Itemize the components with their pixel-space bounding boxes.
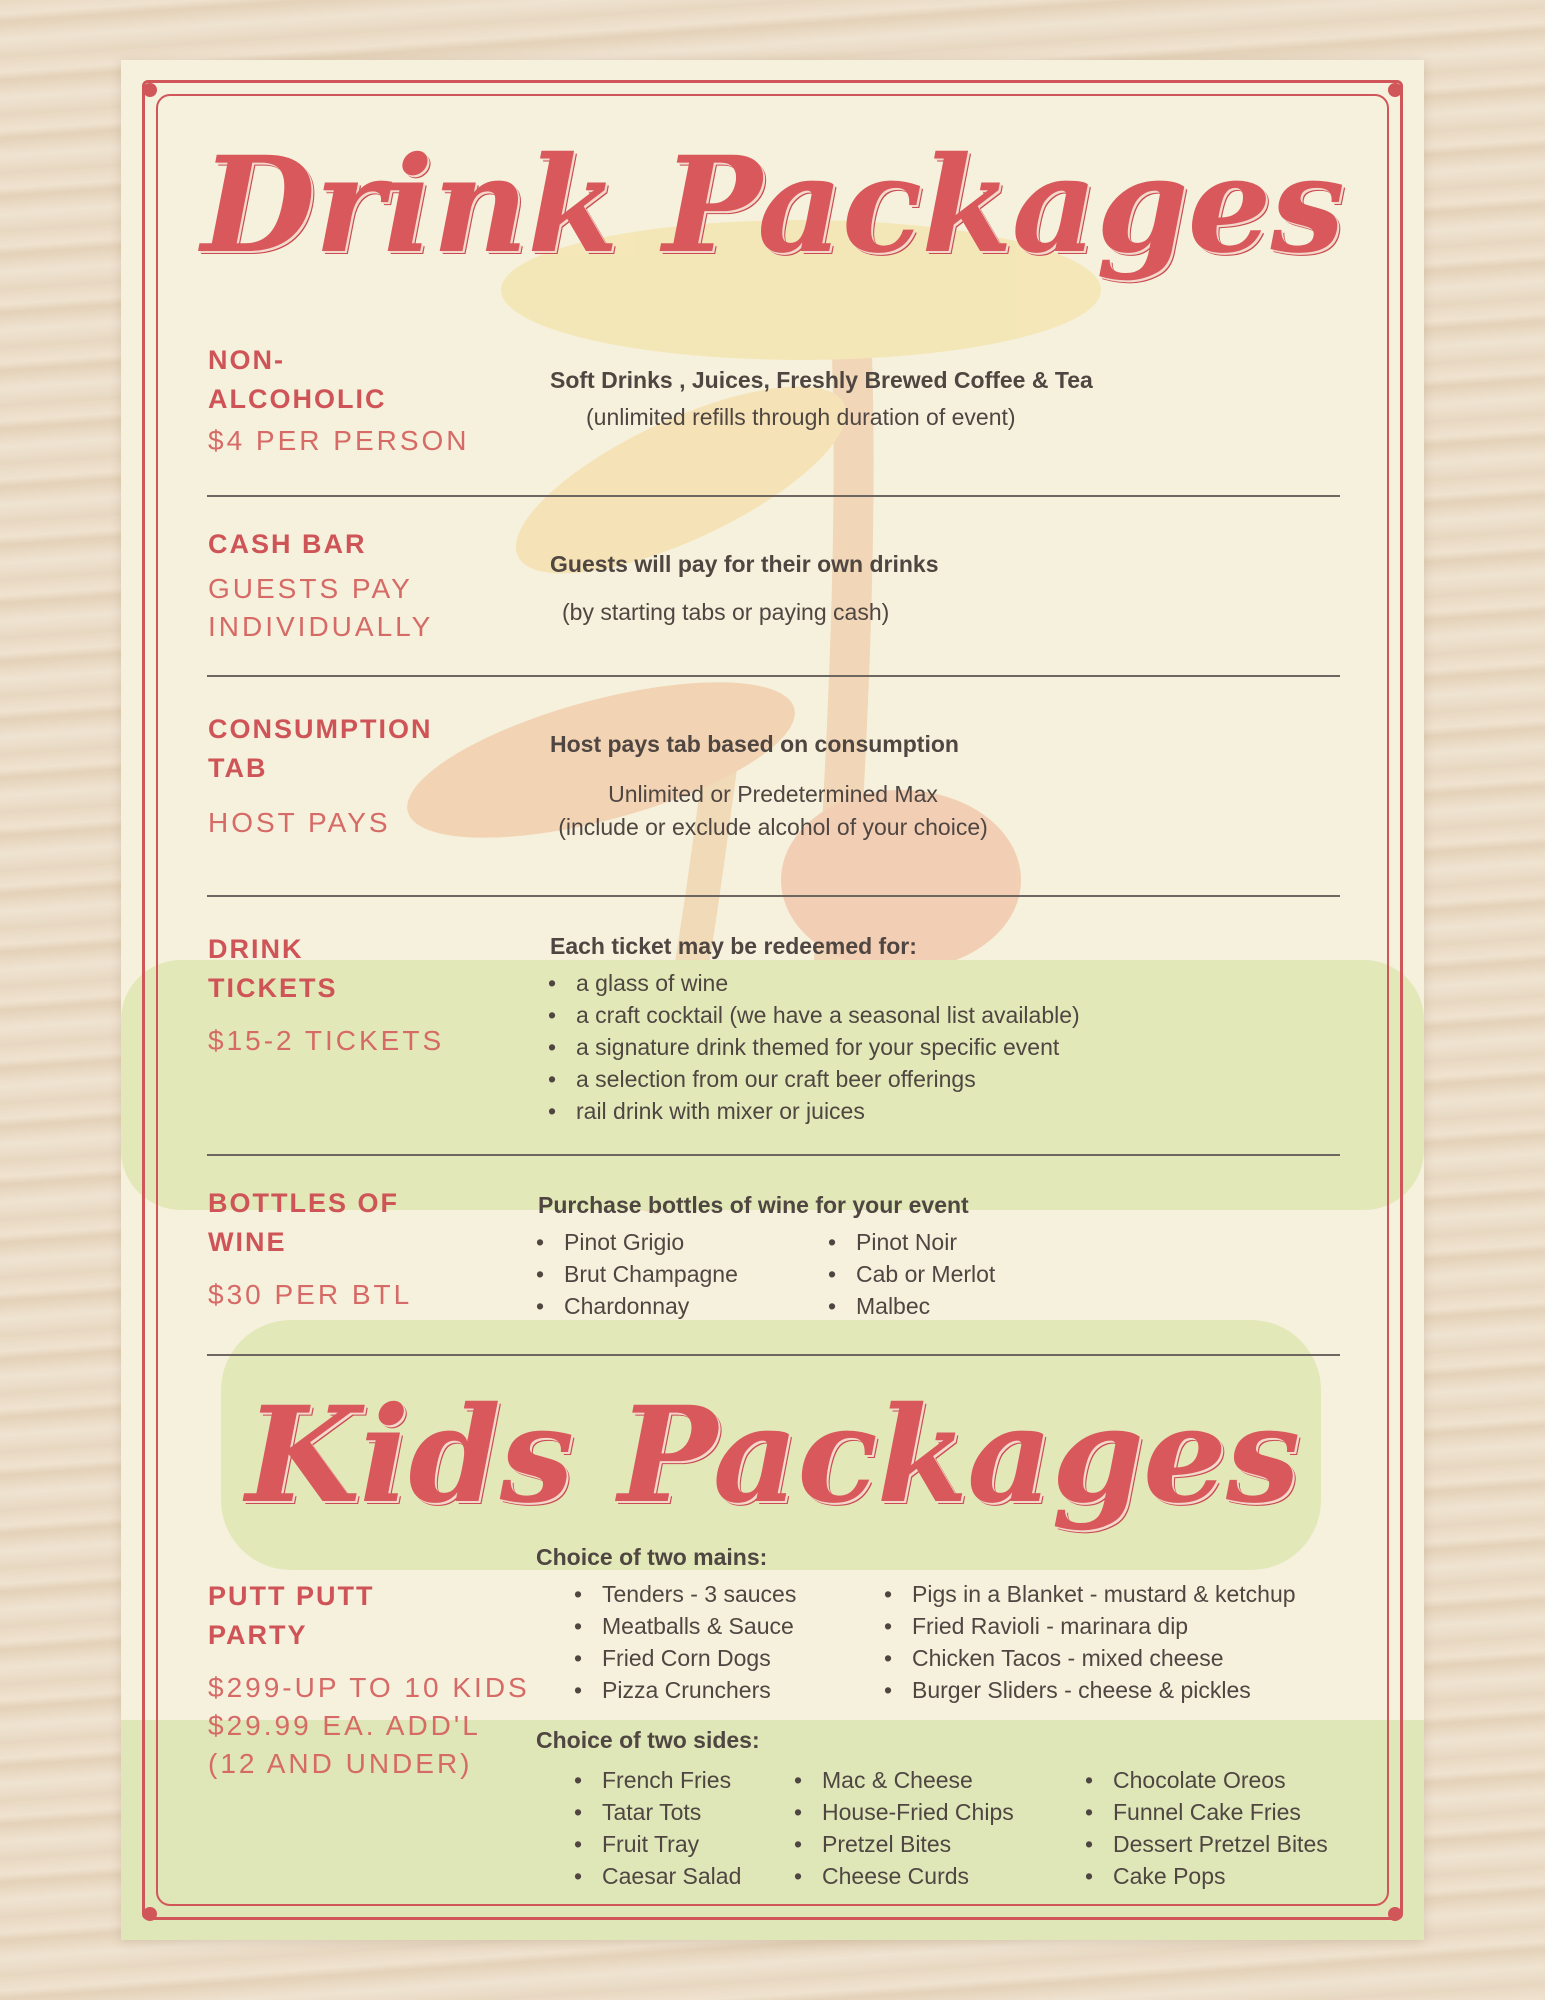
- package-price-drink-tickets: $15-2 TICKETS: [208, 1025, 445, 1056]
- section-divider: [207, 1354, 1340, 1356]
- package-name-putt-putt-party: [208, 1577, 508, 1655]
- package-name-line: PUTT PUTT: [208, 1581, 375, 1611]
- list-item: • a craft cocktail (we have a seasonal list available): [546, 999, 1080, 1031]
- package-name-line: PARTY: [208, 1620, 308, 1650]
- wine-list-col1: [534, 1226, 738, 1322]
- consumption-tab-notes: [340, 778, 1206, 844]
- list-item: • Dessert Pretzel Bites: [1083, 1828, 1328, 1860]
- corner-dot: [1388, 83, 1402, 97]
- list-item: • Fried Corn Dogs: [572, 1642, 796, 1674]
- package-name-line: BOTTLES OF: [208, 1188, 399, 1218]
- package-price-line: $299-UP TO 10 KIDS: [208, 1672, 530, 1703]
- list-item: • Cab or Merlot: [826, 1258, 995, 1290]
- list-item: • Chicken Tacos - mixed cheese: [882, 1642, 1296, 1674]
- sides-list-col3: [1083, 1764, 1328, 1892]
- sides-list-col1: [572, 1764, 741, 1892]
- package-name-line: NON-: [208, 345, 285, 375]
- package-name-line: ALCOHOLIC: [208, 384, 387, 414]
- list-item: • a glass of wine: [546, 967, 1080, 999]
- package-price-line: INDIVIDUALLY: [208, 611, 434, 642]
- section-divider: [207, 675, 1340, 677]
- package-price-line: (12 AND UNDER): [208, 1748, 473, 1779]
- package-name-line: TAB: [208, 753, 268, 783]
- mains-list-col1: [572, 1578, 796, 1706]
- mains-heading: Choice of two mains:: [536, 1544, 768, 1570]
- kids-packages-title: Kids Packages: [245, 1378, 1300, 1533]
- non-alcoholic-heading: Soft Drinks , Juices, Freshly Brewed Coffee & Tea: [550, 367, 1093, 393]
- cash-bar-heading: Guests will pay for their own drinks: [550, 551, 939, 577]
- package-name-line: DRINK: [208, 934, 304, 964]
- list-item: • Fruit Tray: [572, 1828, 741, 1860]
- list-item: • Brut Champagne: [534, 1258, 738, 1290]
- list-item: • a signature drink themed for your specific event: [546, 1031, 1080, 1063]
- list-item: • Meatballs & Sauce: [572, 1610, 796, 1642]
- list-item: • rail drink with mixer or juices: [546, 1095, 1080, 1127]
- list-item: • Chocolate Oreos: [1083, 1764, 1328, 1796]
- sides-heading: Choice of two sides:: [536, 1727, 760, 1753]
- section-divider: [207, 1154, 1340, 1156]
- package-name-line: TICKETS: [208, 973, 338, 1003]
- list-item: • Chardonnay: [534, 1290, 738, 1322]
- list-item: • Tatar Tots: [572, 1796, 741, 1828]
- corner-dot: [143, 83, 157, 97]
- package-name-bottles-of-wine: [208, 1184, 508, 1262]
- list-item: • Pinot Grigio: [534, 1226, 738, 1258]
- list-item: • Cheese Curds: [792, 1860, 1014, 1892]
- package-price-cash-bar: [208, 570, 568, 646]
- list-item: • Fried Ravioli - marinara dip: [882, 1610, 1296, 1642]
- consumption-tab-note: Unlimited or Predetermined Max: [608, 781, 938, 807]
- package-price-putt-putt-party: [208, 1669, 568, 1783]
- package-name-cash-bar: CASH BAR: [208, 529, 367, 559]
- mains-list-col2: [882, 1578, 1296, 1706]
- drink-tickets-heading: Each ticket may be redeemed for:: [550, 933, 917, 959]
- package-name-line: CONSUMPTION: [208, 714, 433, 744]
- package-name-drink-tickets: [208, 930, 508, 1008]
- cash-bar-note: (by starting tabs or paying cash): [562, 599, 890, 625]
- list-item: • Pretzel Bites: [792, 1828, 1014, 1860]
- package-price-line: $29.99 EA. ADD'L: [208, 1710, 481, 1741]
- corner-dot: [143, 1907, 157, 1921]
- package-price-non-alcoholic: $4 PER PERSON: [208, 425, 470, 456]
- list-item: • French Fries: [572, 1764, 741, 1796]
- list-item: • Cake Pops: [1083, 1860, 1328, 1892]
- list-item: • Tenders - 3 sauces: [572, 1578, 796, 1610]
- sides-list-col2: [792, 1764, 1014, 1892]
- drink-packages-title: Drink Packages: [201, 128, 1344, 283]
- list-item: • Pizza Crunchers: [572, 1674, 796, 1706]
- list-item: • Funnel Cake Fries: [1083, 1796, 1328, 1828]
- package-name-line: WINE: [208, 1227, 287, 1257]
- package-name-non-alcoholic: [208, 341, 508, 419]
- list-item: • Caesar Salad: [572, 1860, 741, 1892]
- list-item: • Pigs in a Blanket - mustard & ketchup: [882, 1578, 1296, 1610]
- wine-list-col2: [826, 1226, 995, 1322]
- section-divider: [207, 495, 1340, 497]
- consumption-tab-note: (include or exclude alcohol of your choice): [558, 814, 988, 840]
- list-item: • House-Fried Chips: [792, 1796, 1014, 1828]
- list-item: • Malbec: [826, 1290, 995, 1322]
- drink-tickets-list: [546, 967, 1080, 1127]
- section-divider: [207, 895, 1340, 897]
- list-item: • a selection from our craft beer offerings: [546, 1063, 1080, 1095]
- package-price-line: GUESTS PAY: [208, 573, 413, 604]
- list-item: • Mac & Cheese: [792, 1764, 1014, 1796]
- corner-dot: [1388, 1907, 1402, 1921]
- package-price-bottles-of-wine: $30 PER BTL: [208, 1279, 413, 1310]
- package-name-consumption-tab: [208, 710, 508, 788]
- package-price-consumption-tab: HOST PAYS: [208, 807, 391, 838]
- list-item: • Pinot Noir: [826, 1226, 995, 1258]
- bottles-of-wine-heading: Purchase bottles of wine for your event: [538, 1192, 969, 1218]
- consumption-tab-heading: Host pays tab based on consumption: [550, 731, 959, 757]
- non-alcoholic-note: (unlimited refills through duration of event): [586, 404, 1016, 430]
- list-item: • Burger Sliders - cheese & pickles: [882, 1674, 1296, 1706]
